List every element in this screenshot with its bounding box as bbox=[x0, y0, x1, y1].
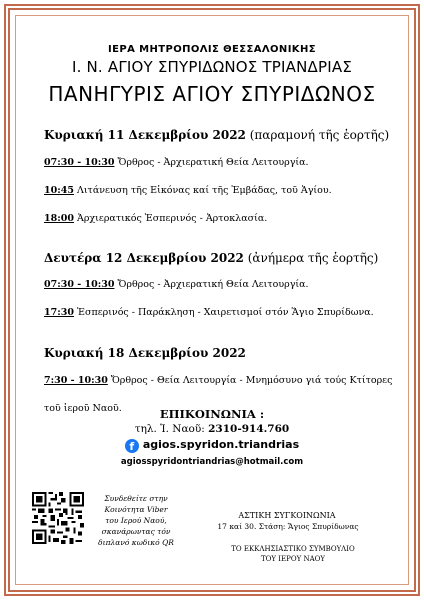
day-date: Δευτέρα 12 Δεκεμβρίου 2022 bbox=[44, 251, 244, 265]
transit-title: ΑΣΤΙΚΗ ΣΥΓΚΟΙΝΩΝΙΑ bbox=[238, 511, 336, 520]
day-date: Κυριακή 18 Δεκεμβρίου 2022 bbox=[44, 346, 246, 360]
day-heading bbox=[44, 128, 389, 142]
day-heading bbox=[44, 346, 246, 360]
viber-invite bbox=[92, 493, 180, 548]
schedule-text: Ὄρθρος - Ἀρχιερατική Θεία Λειτουργία. bbox=[114, 279, 309, 290]
schedule-item bbox=[44, 185, 332, 196]
schedule-time: 17:30 bbox=[44, 307, 74, 318]
viber-line: διπλανό κωδικό QR bbox=[98, 538, 174, 547]
schedule-time: 7:30 - 10:30 bbox=[44, 375, 108, 386]
facebook-link[interactable] bbox=[0, 438, 424, 453]
day-note: (ἀνήμερα τῆς ἑορτῆς) bbox=[243, 251, 379, 265]
metropolis-title: ΙΕΡΑ ΜΗΤΡΟΠΟΛΙΣ ΘΕΣΣΑΛΟΝΙΚΗΣ bbox=[108, 44, 316, 55]
schedule-item bbox=[44, 375, 392, 386]
feast-title: ΠΑΝΗΓΥΡΙΣ ΑΓΙΟΥ ΣΠΥΡΙΔΩΝΟΣ bbox=[48, 82, 376, 106]
schedule-text: Ὄρθρος - Θεία Λειτουργία - Μνημόσυνο γιά τούς Κτίτορες bbox=[107, 375, 393, 386]
day-date: Κυριακή 11 Δεκεμβρίου 2022 bbox=[44, 128, 246, 142]
day-heading bbox=[44, 251, 378, 265]
phone-number[interactable]: 2310-914.760 bbox=[208, 423, 290, 435]
schedule-time: 18:00 bbox=[44, 213, 74, 224]
council-line: ΤΟΥ ΙΕΡΟΥ ΝΑΟΥ bbox=[261, 555, 325, 563]
day-note: (παραμονή τῆς ἑορτῆς) bbox=[245, 128, 390, 142]
contact-phone bbox=[0, 423, 424, 435]
viber-line: του Ιερού Ναού, bbox=[105, 516, 167, 525]
council-signature bbox=[218, 544, 368, 564]
viber-line: Κοινότητα Viber bbox=[104, 505, 168, 514]
schedule-text: Λιτάνευση τῆς Εἰκόνας καί τῆς Ἐμβάδας, τοῦ Ἁγίου. bbox=[73, 185, 332, 196]
schedule-text: Ἀρχιερατικός Ἑσπερινός - Ἀρτοκλασία. bbox=[73, 213, 268, 224]
viber-line: Συνδεθείτε στην bbox=[104, 494, 168, 503]
contact-title: ΕΠΙΚΟΙΝΩΝΙΑ : bbox=[159, 407, 265, 421]
phone-label: τηλ. Ἱ. Ναοῦ: bbox=[134, 423, 209, 435]
schedule-item bbox=[44, 157, 309, 168]
schedule-text: τοῦ ἱεροῦ Ναοῦ. bbox=[44, 403, 122, 414]
transit-stop: 17 καί 30. Στάση: Ἅγιος Σπυρίδωνας bbox=[217, 522, 359, 531]
schedule-time: 10:45 bbox=[44, 185, 74, 196]
schedule-text: Ὄρθρος - Ἀρχιερατική Θεία Λειτουργία. bbox=[114, 157, 309, 168]
church-name: Ι. Ν. ΑΓΙΟΥ ΣΠΥΡΙΔΩΝΟΣ ΤΡΙΑΝΔΡΙΑΣ bbox=[71, 58, 353, 76]
qr-code-icon[interactable] bbox=[32, 492, 84, 544]
contact-email[interactable]: agiosspyridontriandrias@hotmail.com bbox=[120, 457, 304, 467]
schedule-time: 07:30 - 10:30 bbox=[44, 157, 115, 168]
facebook-icon: f bbox=[125, 439, 139, 453]
viber-line: σκανάρωντας τόν bbox=[101, 527, 171, 536]
schedule-text: Ἑσπερινός - Παράκληση - Χαιρετισμοί στόν Ἅγιο Σπυρίδωνα. bbox=[73, 307, 374, 318]
schedule-item bbox=[44, 279, 309, 290]
schedule-item bbox=[44, 213, 267, 224]
facebook-handle: agios.spyridon.triandrias bbox=[142, 438, 300, 451]
schedule-time: 07:30 - 10:30 bbox=[44, 279, 115, 290]
schedule-item bbox=[44, 307, 374, 318]
council-line: ΤΟ ΕΚΚΛΗΣΙΑΣΤΙΚΟ ΣΥΜΒΟΥΛΙΟ bbox=[231, 545, 355, 553]
